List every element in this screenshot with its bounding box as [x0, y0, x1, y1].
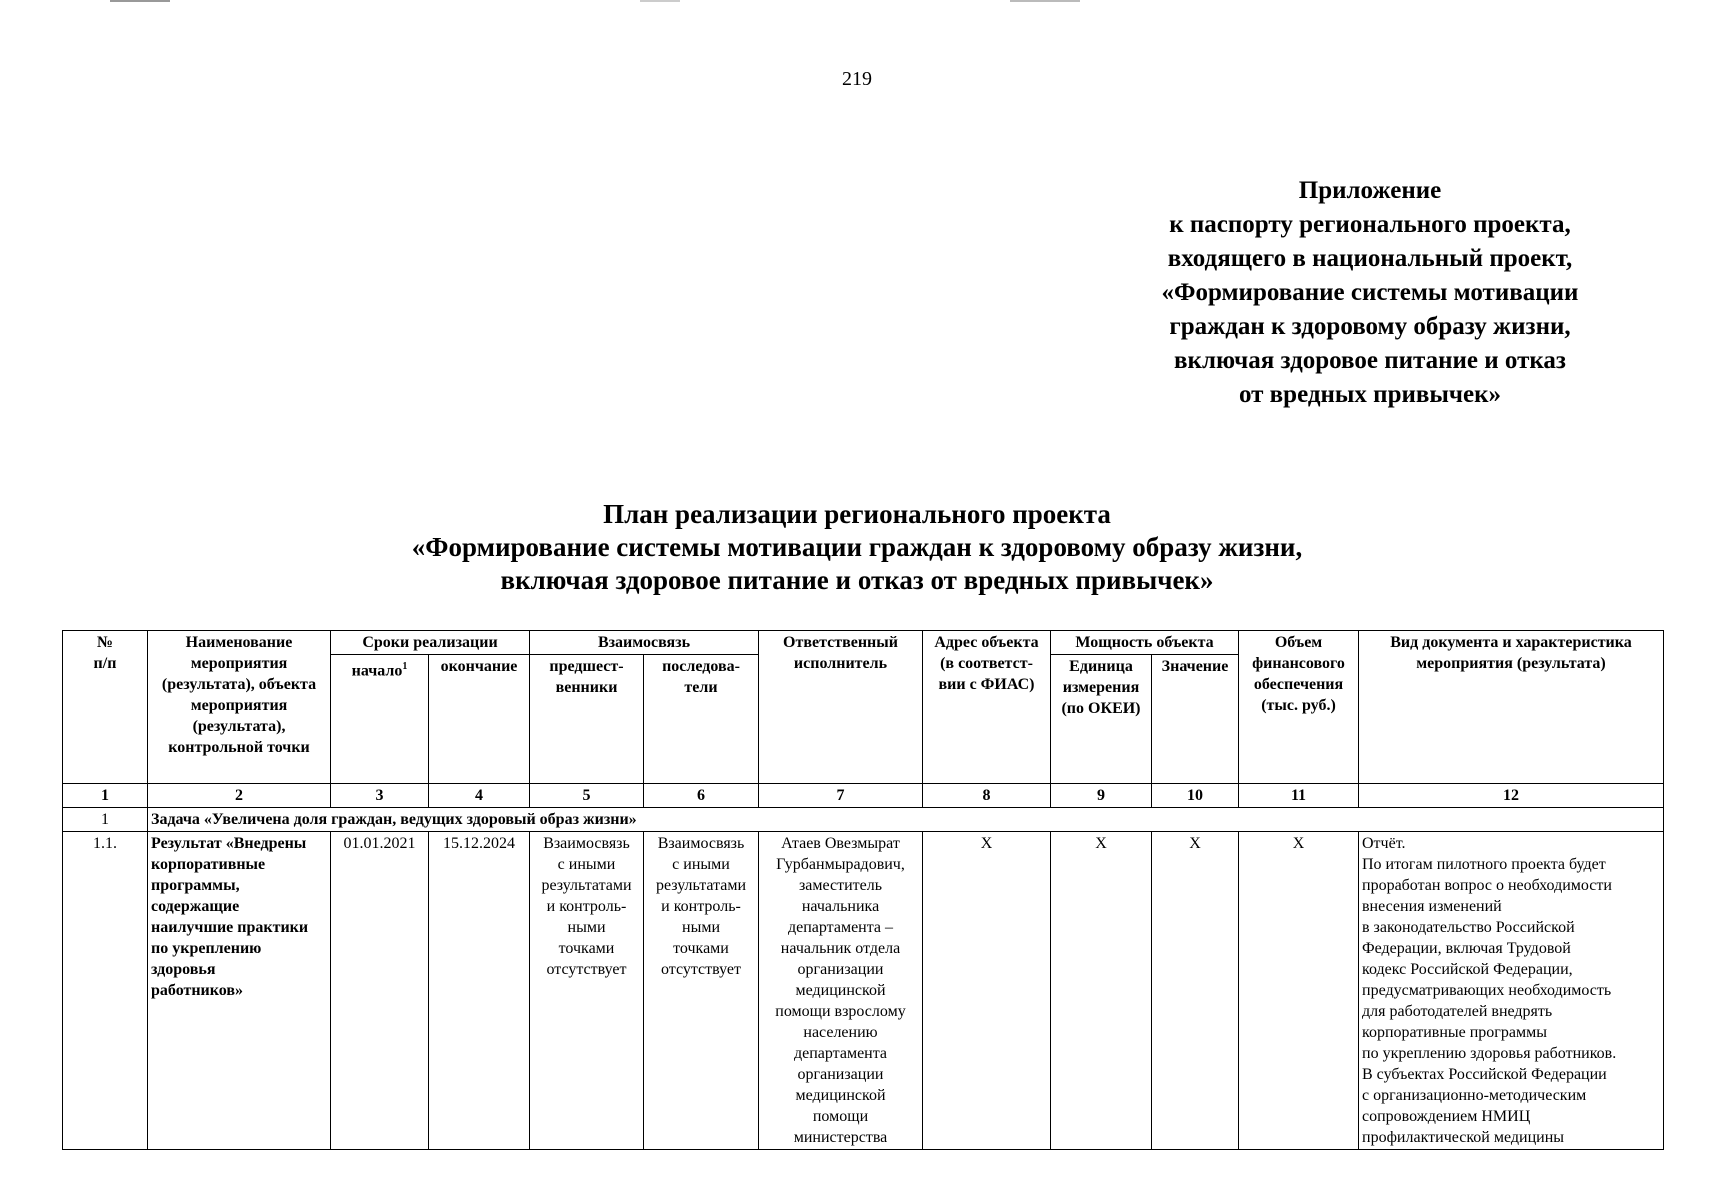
header-address: Адрес объекта (в соответст- вии с ФИАС) — [923, 631, 1051, 784]
scan-artifact — [1010, 0, 1080, 2]
header-doc-type: Вид документа и характеристика мероприятия (результата) — [1359, 631, 1664, 784]
appendix-line: «Формирование системы мотивации — [1161, 279, 1579, 306]
header-start: начало$^1$ — [331, 655, 429, 784]
column-number-row — [63, 784, 1664, 808]
header-relation: Взаимосвязь — [530, 631, 759, 655]
task-text: Задача «Увеличена доля граждан, ведущих здоровый образ жизни» — [148, 808, 1664, 832]
header-end: окончание — [429, 655, 530, 784]
scan-artifact — [640, 0, 680, 2]
plan-title-line: «Формирование системы мотивации граждан к здоровому образу жизни, — [411, 532, 1303, 562]
column-number: 2 — [148, 784, 331, 808]
header-finance: Объем финансового обеспечения (тыс. руб.) — [1239, 631, 1359, 784]
header-predecessors: предшест- венники — [530, 655, 644, 784]
appendix-line: к паспорту регионального проекта, — [1169, 211, 1571, 238]
footnote-mark: 1 — [402, 661, 408, 672]
plan-table — [62, 630, 1664, 1150]
column-number: 11 — [1239, 784, 1359, 808]
result-num: 1.1. — [63, 832, 148, 1150]
result-address: Х — [923, 832, 1051, 1150]
header-responsible: Ответственный исполнитель — [759, 631, 923, 784]
column-number: 3 — [331, 784, 429, 808]
result-successors: Взаимосвязь с иными результатами и контроль- ными точками отсутствует — [644, 832, 759, 1150]
result-value: Х — [1152, 832, 1239, 1150]
task-row — [63, 808, 1664, 832]
plan-title-line: включая здоровое питание и отказ от вредных привычек» — [500, 565, 1214, 595]
header-capacity: Мощность объекта — [1051, 631, 1239, 655]
appendix-line: от вредных привычек» — [1238, 381, 1502, 408]
appendix-line: граждан к здоровому образу жизни, — [1169, 313, 1571, 340]
result-predecessors: Взаимосвязь с иными результатами и контроль- ными точками отсутствует — [530, 832, 644, 1150]
header-name: Наименование мероприятия (результата), объекта мероприятия (результата), контрольной точки — [148, 631, 331, 784]
appendix-line: входящего в национальный проект, — [1167, 245, 1573, 272]
result-start: 01.01.2021 — [331, 832, 429, 1150]
header-value: Значение — [1152, 655, 1239, 784]
header-successors: последова- тели — [644, 655, 759, 784]
column-number: 6 — [644, 784, 759, 808]
column-number: 5 — [530, 784, 644, 808]
result-finance: Х — [1239, 832, 1359, 1150]
page-number: 219 — [842, 68, 872, 90]
column-number: 10 — [1152, 784, 1239, 808]
column-number: 7 — [759, 784, 923, 808]
result-name: Результат «Внедрены корпоративные программы, содержащие наилучшие практики по укреплению здоровья работников» — [148, 832, 331, 1150]
scan-artifact — [110, 0, 170, 2]
task-num: 1 — [63, 808, 148, 832]
column-number: 12 — [1359, 784, 1664, 808]
table-row — [63, 832, 1664, 1150]
appendix-line: включая здоровое питание и отказ — [1174, 347, 1566, 374]
column-number: 4 — [429, 784, 530, 808]
plan-title-line: План реализации регионального проекта — [603, 499, 1111, 529]
plan-title — [0, 498, 1714, 597]
column-number: 9 — [1051, 784, 1152, 808]
appendix-line: Приложение — [1298, 177, 1442, 204]
result-end: 15.12.2024 — [429, 832, 530, 1150]
appendix-heading — [1125, 174, 1615, 412]
header-terms: Сроки реализации — [331, 631, 530, 655]
result-unit: Х — [1051, 832, 1152, 1150]
result-responsible: Атаев Овезмырат Гурбанмырадович, заместитель начальника департамента – начальник отдела организации медицинской помощи взрослому населению департамента организации медицинской помощи министерства — [759, 832, 923, 1150]
header-num: № п/п — [63, 631, 148, 784]
header-unit: Единица измерения (по ОКЕИ) — [1051, 655, 1152, 784]
result-doc-type: Отчёт. По итогам пилотного проекта будет проработан вопрос о необходимости внесения изменений в законодательство Российской Федерации, включая Трудовой кодекс Российской Федерации, предусматривающих необходимость для работодателей внедрять корпоративные программы по укреплению здоровья работников. В субъектах Российской Федерации с организационно-методическим сопровождением НМИЦ профилактической медицины — [1359, 832, 1664, 1150]
column-number: 1 — [63, 784, 148, 808]
header-row-1 — [63, 631, 1664, 655]
column-number: 8 — [923, 784, 1051, 808]
